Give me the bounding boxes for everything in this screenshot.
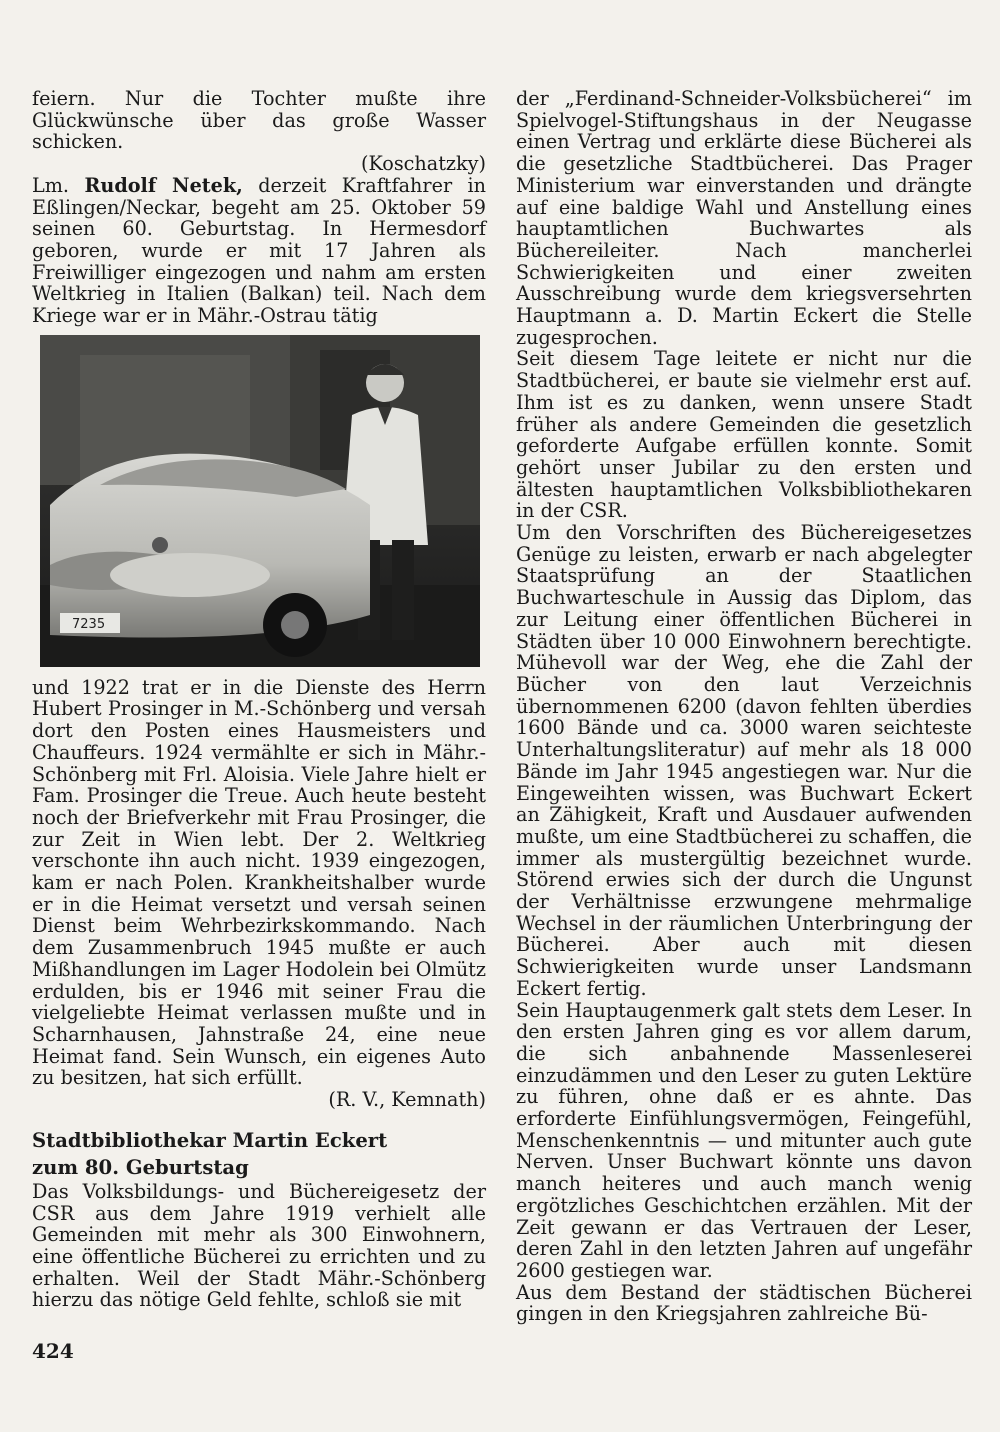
page-number: 424 <box>32 1339 74 1363</box>
paragraph <box>32 175 486 327</box>
paragraph: und 1922 trat er in die Dienste des Herrn Hubert Prosinger in M.-Schönberg und versah dort den Posten eines Hausmeisters und Chauffeurs. 1924 vermählte er sich in Mähr.-Schönberg mit Frl. Aloisia. Viele Jahre hielt er Fam. Prosinger die Treue. Auch heute besteht noch der Briefverkehr mit Frau Prosinger, die zur Zeit in Wien lebt. Der 2. Weltkrieg verschonte ihn auch nicht. 1939 eingezogen, kam er nach Polen. Krankheitshalber wurde er in die Heimat versetzt und versah seinen Dienst beim Wehrbezirkskommando. Nach dem Zusammenbruch 1945 mußte er auch Mißhandlungen im Lager Hodolein bei Olmütz erdulden, bis er 1946 mit seiner Frau die vielgeliebte Heimat verlassen mußte und in Scharnhausen, Jahnstraße 24, eine neue Heimat fand. Sein Wunsch, ein eigenes Auto zu besitzen, hat sich erfüllt. <box>32 675 486 1090</box>
paragraph-text: derzeit Kraftfahrer in Eßlingen/Neckar, begeht am 25. Oktober 59 seinen 60. Geburtstag. In Hermesdorf geboren, wurde er mit 17 Jahren als Freiwilliger eingezogen und nahm am ersten Weltkrieg in Italien (Balkan) teil. Nach dem Kriege war er in Mähr.-Ostrau tätig <box>32 173 486 328</box>
right-column <box>516 88 972 1325</box>
paragraph: Sein Hauptaugenmerk galt stets dem Leser. In den ersten Jahren ging es vor allem darum, die sich anbahnende Massenleserei einzudämmen und den Leser zu guten Lektüre zu führen, ohne daß er es ahnte. Das erforderte Einfühlungsvermögen, Feingefühl, Menschenkenntnis — und mitunter auch gute Nerven. Unser Buchwart könnte uns davon manch heiteres und auch manch wenig ergötzliches Geschichtchen erzählen. Mit der Zeit gewann er das Vertrauen der Leser, deren Zahl in den letzten Jahren auf ungefähr 2600 gestiegen war. <box>516 998 972 1282</box>
paragraph: Das Volksbildungs- und Büchereigesetz der CSR aus dem Jahre 1919 verhielt alle Gemeinden mit mehr als 300 Einwohnern, eine öffentliche Bücherei zu errichten und zu erhalten. Weil der Stadt Mähr.-Schönberg hierzu das nötige Geld fehlte, schloß sie mit <box>32 1179 486 1312</box>
paragraph: feiern. Nur die Tochter mußte ihre Glückwünsche über das große Wasser schicken. <box>32 87 486 154</box>
photo-man-with-car <box>40 335 480 667</box>
article-subheading: zum 80. Geburtstag <box>32 1155 249 1179</box>
paragraph: der „Ferdinand-Schneider-Volksbücherei“ im Spielvogel-Stiftungshaus in der Neugasse einen Vertrag und erklärte diese Bücherei als die gesetzliche Stadtbücherei. Das Prager Ministerium war einverstanden und drängte auf eine baldige Wahl und Anstellung eines hauptamtlichen Buchwartes als Büchereileiter. Nach mancherlei Schwierigkeiten und einer zweiten Ausschreibung wurde dem kriegsversehrten Hauptmann a. D. Martin Eckert die Stelle zugesprochen. <box>516 87 972 349</box>
license-plate-text: 7235 <box>72 616 106 632</box>
article-heading: Stadtbibliothekar Martin Eckert <box>32 1128 388 1152</box>
prefix-text: Lm. <box>32 173 70 197</box>
paragraph: Aus dem Bestand der städtischen Bücherei gingen in den Kriegsjahren zahlreiche Bü- <box>516 1280 972 1326</box>
paragraph: Um den Vorschriften des Büchereigesetzes Genüge zu leisten, erwarb er nach abgelegter Staatsprüfung an der Staatlichen Buchwarteschule in Aussig das Diplom, das zur Leitung einer öffentlichen Bücherei in Städten über 10 000 Einwohnern berechtigte. Mühevoll war der Weg, ehe die Zahl der Bücher von den laut Verzeichnis übernommenen 6200 (davon fehlten überdies 1600 Bände und ca. 3000 waren seichteste Unterhaltungsliteratur) auf mehr als 18 000 Bände im Jahr 1945 angestiegen war. Nur die Eingeweihten wissen, was Buchwart Eckert an Zähigkeit, Kraft und Ausdauer aufwenden mußte, um eine Stadtbücherei zu schaffen, die immer als mustergültig bezeichnet wurde. Störend erwies sich der durch die Ungunst der Verhältnisse erzwungene mehrmalige Wechsel in der räumlichen Unterbringung der Bücherei. Aber auch mit diesen Schwierigkeiten wurde unser Landsmann Eckert fertig. <box>516 521 972 1000</box>
author-signature: (R. V., Kemnath) <box>328 1088 486 1112</box>
left-column <box>32 88 486 1311</box>
author-signature: (Koschatzky) <box>360 152 486 176</box>
paragraph: Seit diesem Tage leitete er nicht nur die Stadtbücherei, er baute sie vielmehr erst auf. Ihm ist es zu danken, wenn unsere Stadt früher als andere Gemeinden die gesetzlich geforderte Aufgabe erfüllen konnte. Somit gehört unser Jubilar zu den ersten und ältesten hauptamtlichen Volksbibliothekaren in der CSR. <box>516 347 972 523</box>
person-name: Rudolf Netek, <box>84 173 243 197</box>
